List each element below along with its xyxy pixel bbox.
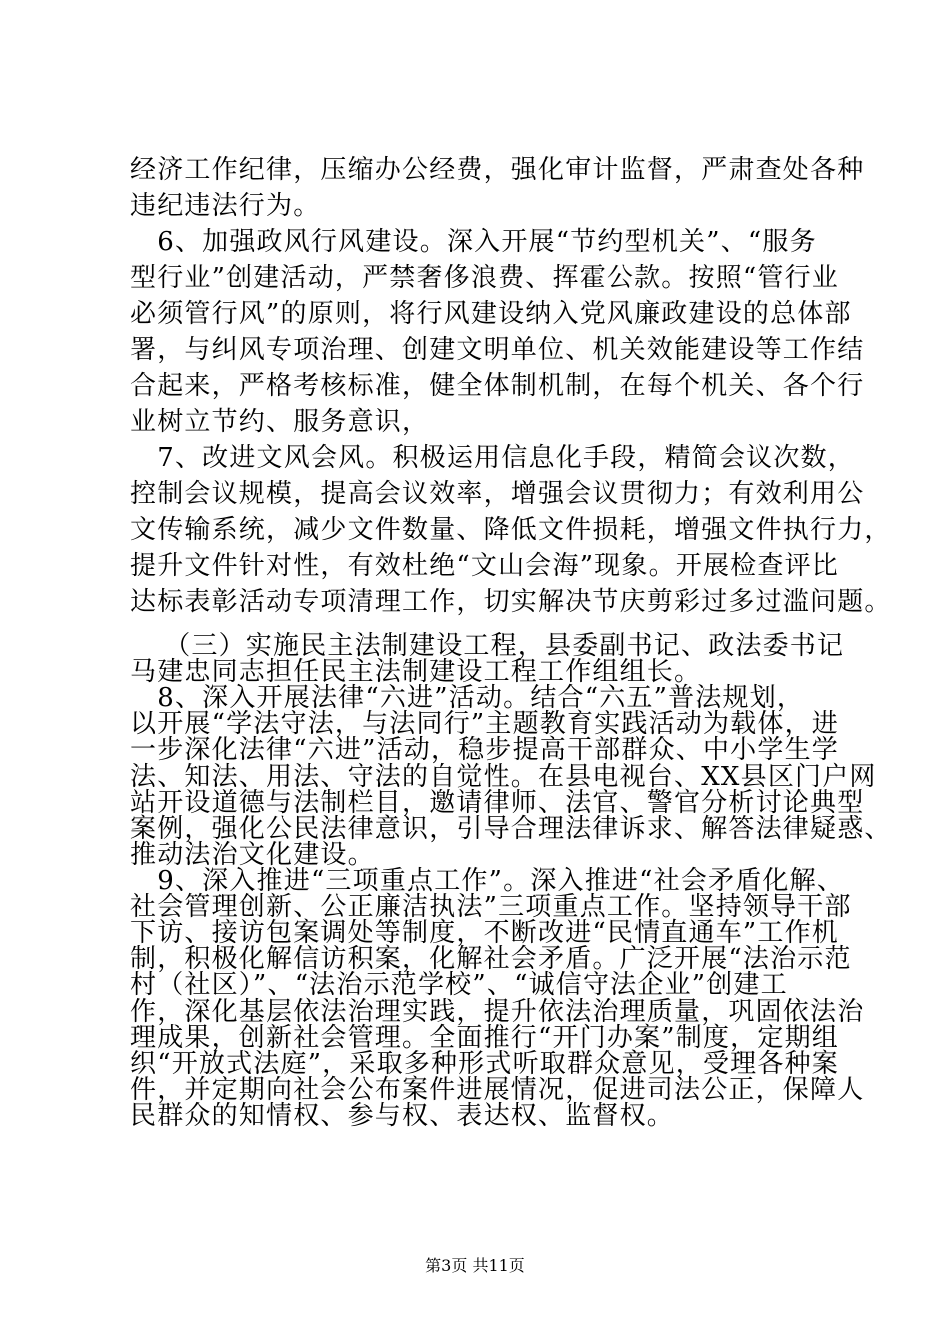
text-line: 理成果，创新社会管理。全面推行“开门办案”制度，定期组 — [130, 1023, 839, 1053]
text-line: 经济工作纪律，压缩办公经费，强化审计监督，严肃查处各种 — [130, 155, 865, 185]
text-line: 件，并定期向社会公布案件进展情况，促进司法公正，保障人 — [130, 1075, 865, 1105]
text-line: 案例，强化公民法律意识，引导合理法律诉求、解答法律疑惑、 — [130, 814, 892, 844]
text-line: 制，积极化解信访积案，化解社会矛盾。广泛开展“法治示范 — [130, 944, 852, 974]
text-line: 合起来，严格考核标准，健全体制机制，在每个机关、各个行 — [130, 371, 865, 401]
text-line: 织“开放式法庭”，采取多种形式听取群众意见，受理各种案 — [130, 1049, 839, 1079]
text-line: 作，深化基层依法治理实践，提升依法治理质量，巩固依法治 — [130, 997, 865, 1027]
text-line: 马建忠同志担任民主法制建设工程工作组组长。 — [130, 657, 702, 687]
text-line: 业树立节约、服务意识， — [130, 407, 430, 437]
text-line: 村（社区）”、“法治示范学校”、“诚信守法企业”创建工 — [130, 970, 788, 1000]
text-line: 站开设道德与法制栏目，邀请律师、法官、警官分析讨论典型 — [130, 788, 865, 818]
text-line: 社会管理创新、公正廉洁执法”三项重点工作。坚持领导干部 — [130, 892, 852, 922]
text-line: （三）实施民主法制建设工程，县委副书记、政法委书记 — [150, 631, 845, 661]
text-line: 以开展“学法守法，与法同行”主题教育实践活动为载体，进 — [130, 709, 839, 739]
text-line: 署，与纠风专项治理、创建文明单位、机关效能建设等工作结 — [130, 335, 865, 365]
text-line: 一步深化法律“六进”活动，稳步提高干部群众、中小学生学 — [130, 735, 839, 765]
text-line: 法、知法、用法、守法的自觉性。在县电视台、XX县区门户网 — [130, 762, 877, 792]
text-line: 控制会议规模，提高会议效率，增强会议贯彻力；有效利用公 — [130, 479, 865, 509]
text-line: 达标表彰活动专项清理工作，切实解决节庆剪彩过多过滥问题。 — [130, 587, 892, 617]
text-line: 7、改进文风会风。积极运用信息化手段，精简会议次数， — [130, 443, 855, 473]
text-line: 下访、接访包案调处等制度，不断改进“民情直通车”工作机 — [130, 918, 839, 948]
text-line: 推动法治文化建设。 — [130, 840, 375, 870]
text-line: 文传输系统，减少文件数量、降低文件损耗，增强文件执行力， — [130, 515, 892, 545]
text-line: 9、深入推进“三项重点工作”。深入推进“社会矛盾化解、 — [130, 866, 845, 896]
text-line: 必须管行风”的原则，将行风建设纳入党风廉政建设的总体部 — [130, 299, 852, 329]
text-line: 提升文件针对性，有效杜绝“文山会海”现象。开展检查评比 — [130, 551, 839, 581]
text-line: 型行业”创建活动，严禁奢侈浪费、挥霍公款。按照“管行业 — [130, 263, 839, 293]
text-line: 民群众的知情权、参与权、表达权、监督权。 — [130, 1101, 675, 1131]
page-footer: 第3页 共11页 — [425, 1256, 525, 1275]
text-line: 违纪违法行为。 — [130, 191, 321, 221]
text-line: 8、深入开展法律“六进”活动。结合“六五”普法规划， — [130, 683, 805, 713]
text-line: 6、加强政风行风建设。深入开展“节约型机关”、“服务 — [130, 227, 817, 257]
